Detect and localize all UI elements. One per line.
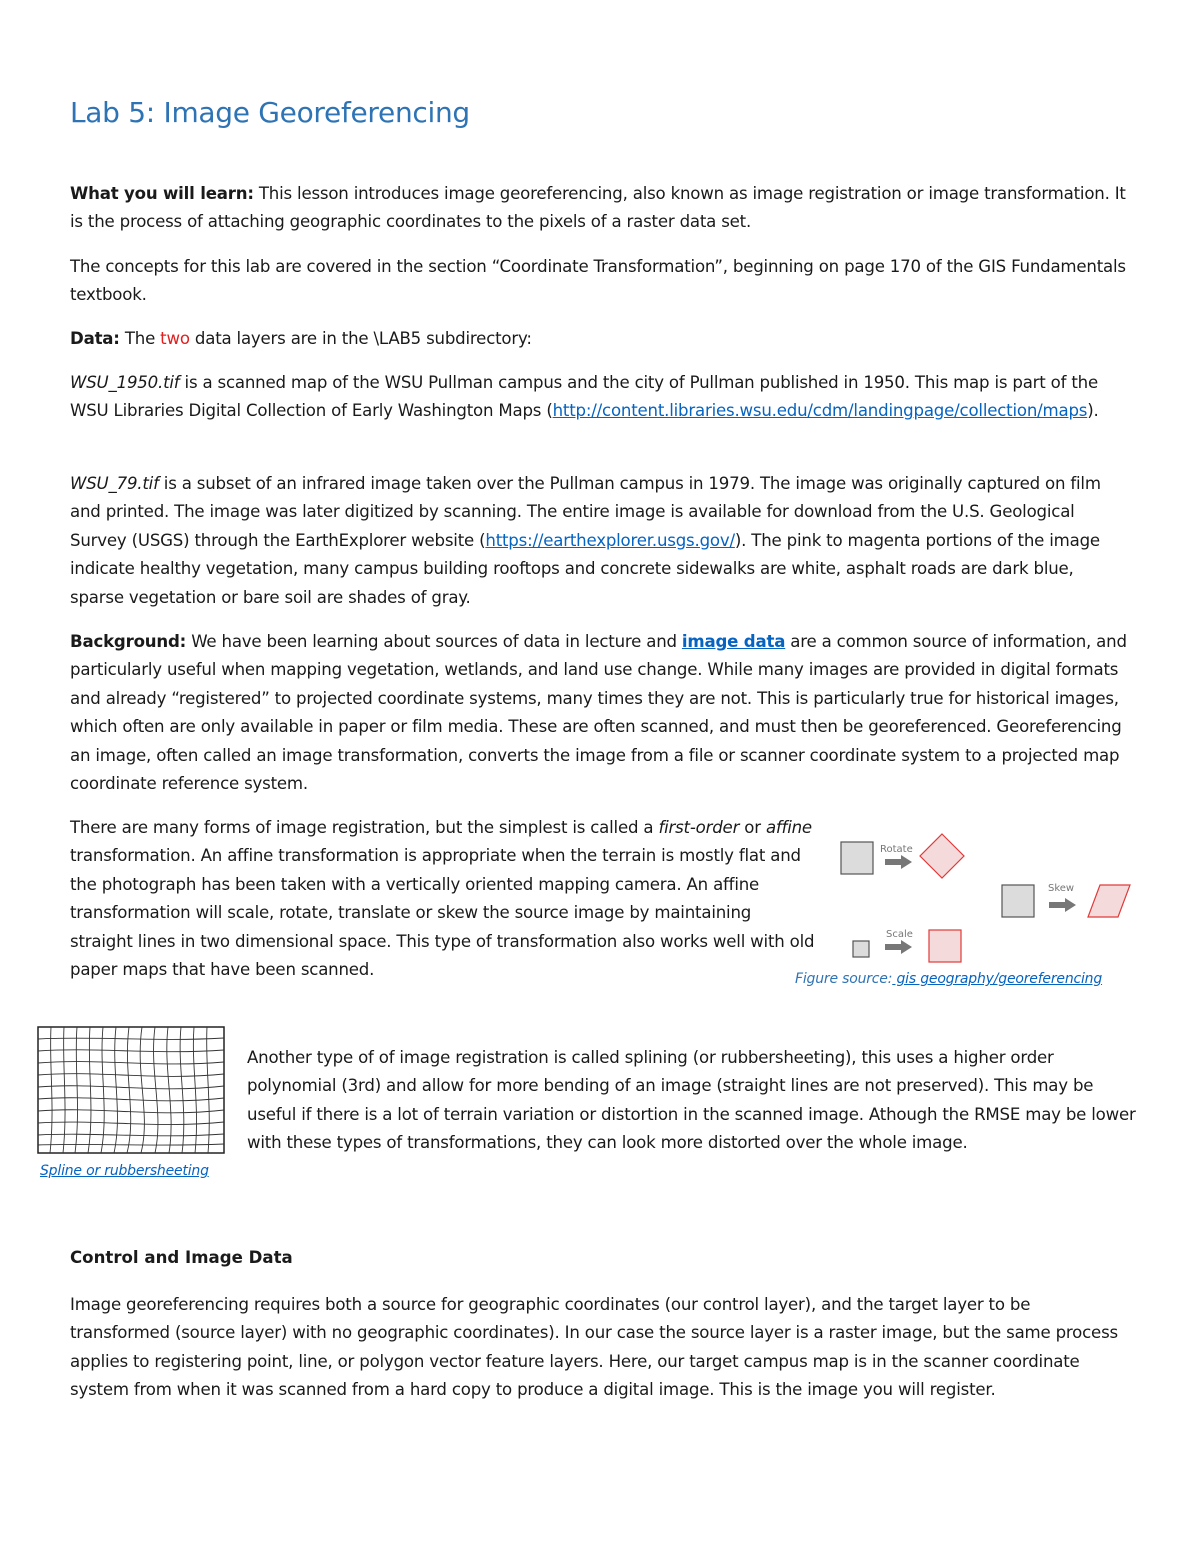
control-paragraph: Image georeferencing requires both a source for geographic coordinates (our control layer), and the target layer to be transformed (source layer) with no geographic coordinates). In our case the source layer is a raster image, but the same process applies to registering point, line, or polygon vector feature layers. Here, our target campus map is in the scanner coordinate system from when it was scanned from a hard copy to produce a digital image. This is the image you will register. bbox=[70, 1295, 1118, 1400]
wsu1950-text-after: ). bbox=[1087, 401, 1099, 421]
scale-label: Scale bbox=[886, 929, 913, 940]
concepts-paragraph: The concepts for this lab are covered in the section “Coordinate Transformation”, beginning on page 170 of the GIS Fundamentals textbook. bbox=[70, 257, 1126, 305]
wsu-maps-link[interactable]: http://content.libraries.wsu.edu/cdm/landingpage/collection/maps bbox=[552, 401, 1088, 421]
wsu1950-filename: WSU_1950.tif bbox=[70, 373, 180, 392]
wsu79-paragraph bbox=[70, 470, 1130, 612]
affine-paragraph bbox=[70, 814, 815, 984]
spline-caption-link[interactable]: Spline or rubbersheeting bbox=[40, 1163, 209, 1179]
first-order-term: first-order bbox=[658, 818, 740, 837]
affine-diagram bbox=[828, 825, 1158, 975]
wsu79-filename: WSU_79.tif bbox=[70, 474, 159, 493]
skew-result-parallelogram bbox=[1088, 885, 1130, 917]
background-text-before: We have been learning about sources of data in lecture and bbox=[186, 632, 682, 651]
intro-paragraph bbox=[70, 180, 1130, 237]
affine-figure-caption bbox=[795, 971, 1102, 987]
image-data-link[interactable]: image data bbox=[681, 632, 786, 651]
wsu1950-text: is a scanned map of the WSU Pullman campus and the city of Pullman published in 1950. This map is part of the WSU Libraries Digital Collection of Early Washington Maps ( bbox=[70, 373, 1098, 421]
data-text-after: data layers are in the \LAB5 subdirectory: bbox=[189, 329, 532, 348]
rotate-result-diamond bbox=[920, 834, 964, 878]
caption-prefix: Figure source: bbox=[795, 971, 893, 987]
scale-source-square bbox=[853, 941, 869, 957]
page-title: Lab 5: Image Georeferencing bbox=[70, 96, 470, 129]
scale-arrow-icon bbox=[885, 940, 912, 954]
skew-arrow-icon bbox=[1049, 898, 1076, 912]
data-label: Data: bbox=[70, 329, 120, 348]
earthexplorer-link[interactable]: https://earthexplorer.usgs.gov/ bbox=[485, 530, 735, 550]
affine-transform-figure bbox=[828, 825, 1158, 975]
affine-text-1: There are many forms of image registration, but the simplest is called a bbox=[70, 818, 659, 837]
affine-text-3: transformation. An affine transformation is appropriate when the terrain is mostly flat and the photograph has been taken with a vertically oriented mapping camera. An affine transformation will scale, rotate, translate or skew the source image by maintaining straight lines in two dimensional space. This type of transformation also works well with old paper maps that have been scanned. bbox=[70, 846, 815, 980]
intro-text: This lesson introduces image georeferencing, also known as image registration or image transformation. It is the process of attaching geographic coordinates to the pixels of a raster data set. bbox=[70, 184, 1126, 232]
spline-caption bbox=[40, 1163, 209, 1179]
control-heading: Control and Image Data bbox=[70, 1248, 293, 1267]
rotate-arrow-icon bbox=[885, 855, 912, 869]
spline-grid-figure bbox=[37, 1026, 225, 1154]
wsu79-text-after: ). The pink to magenta portions of the image indicate healthy vegetation, many campus building rooftops and concrete sidewalks are white, asphalt roads are dark blue, sparse vegetation or bare soil are shades of gray. bbox=[70, 530, 1100, 607]
wsu79-text: is a subset of an infrared image taken over the Pullman campus in 1979. The image was originally captured on film and printed. The image was later digitized by scanning. The entire image is available for download from the U.S. Geological Survey (USGS) through the EarthExplorer website ( bbox=[70, 474, 1101, 550]
wsu1950-paragraph bbox=[70, 369, 1130, 426]
affine-text-2: or bbox=[739, 818, 766, 837]
affine-term: affine bbox=[765, 818, 812, 837]
rotate-label: Rotate bbox=[880, 844, 913, 855]
background-text-after: are a common source of information, and particularly useful when mapping vegetation, wetlands, and land use change. While many images are provided in digital formats and already “registered” to projected coordinate systems, many times they are not. This is particularly true for historical images, which often are only available in paper or film media. These are often scanned, and must then be georeferenced. Georeferencing an image, often called an image transformation, converts the image from a file or scanner coordinate system to a projected map coordinate reference system. bbox=[70, 632, 1127, 794]
skew-source-square bbox=[1002, 885, 1034, 917]
data-highlight: two bbox=[160, 329, 190, 348]
spline-grid-diagram bbox=[37, 1026, 225, 1154]
scale-result-square bbox=[929, 930, 961, 962]
background-label: Background: bbox=[70, 632, 187, 651]
intro-label: What you will learn: bbox=[70, 184, 254, 203]
rotate-source-square bbox=[841, 842, 873, 874]
skew-label: Skew bbox=[1048, 883, 1075, 894]
data-paragraph bbox=[70, 325, 1130, 353]
background-paragraph bbox=[70, 628, 1130, 798]
data-text-before: The bbox=[119, 329, 161, 348]
spline-paragraph: Another type of of image registration is called splining (or rubbersheeting), this uses a higher order polynomial (3rd) and allow for more bending of an image (straight lines are not preserved). This may be useful if there is a lot of terrain variation or distortion in the scanned image. Athough the RMSE may be lower with these types of transformations, they can look more distorted over the whole image. bbox=[247, 1048, 1136, 1153]
gis-geography-link[interactable]: gis geography/georeferencing bbox=[892, 971, 1103, 987]
